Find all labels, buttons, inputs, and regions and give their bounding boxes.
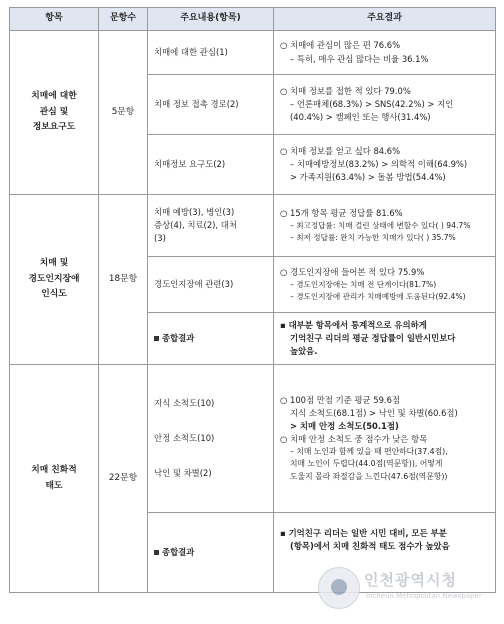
- content-cell: [148, 75, 274, 135]
- content-cell: [148, 31, 274, 75]
- category-line: 태도: [45, 480, 63, 491]
- result-line: – 최저 정답률: 완치 가능한 치매가 있다( ) 35.7%: [290, 233, 456, 242]
- content-cell: [148, 365, 274, 513]
- table-header-row: [10, 8, 496, 31]
- content-text: 치매 정보 접촉 경로(2): [154, 98, 239, 109]
- category-cell: [10, 365, 99, 593]
- summary-label: 종합결과: [162, 546, 195, 557]
- count-cell: 5문항: [99, 31, 148, 195]
- result-line: – 특히, 매우 관심 많다는 비율 36.1%: [290, 53, 429, 64]
- result-cell: [274, 135, 496, 195]
- result-cell: [274, 195, 496, 257]
- summary-line: 기억친구 리더의 평균 정답률이 일반시민보다: [290, 332, 456, 343]
- result-line: – 치매예방정보(83.2%) > 의학적 이해(64.9%): [290, 158, 468, 169]
- content-text: 안정 소척도(10): [154, 432, 215, 443]
- result-line: ○ 15개 항목 평균 정답률 81.6%: [280, 208, 403, 219]
- category-line: 관심 및: [39, 106, 69, 117]
- header-category: 항목: [10, 8, 99, 31]
- summary-cell: [274, 313, 496, 365]
- content-text: 치매정보 요구도(2): [154, 158, 226, 169]
- table-row: [10, 31, 496, 75]
- category-line: 치매에 대한: [31, 90, 77, 101]
- count-cell: 22문항: [99, 365, 148, 593]
- result-line: ○ 경도인지장애 들어본 적 있다 75.9%: [280, 267, 425, 278]
- header-result: 주요결과: [274, 8, 496, 31]
- result-line: 지식 소척도(68.1점) > 낙인 및 차별(60.6점): [290, 408, 458, 419]
- watermark-title: 인천광역시청: [364, 571, 457, 589]
- content-cell: [148, 257, 274, 313]
- summary-line: 높았음.: [290, 346, 318, 356]
- watermark-subtitle: Incheon Metropolitan Newspaper: [366, 592, 482, 600]
- content-text: 치매에 대한 관심(1): [154, 46, 228, 57]
- summary-label-cell: [148, 313, 274, 365]
- result-cell: [274, 365, 496, 513]
- content-text: 경도인지장애 관련(3): [154, 278, 234, 289]
- result-line: – 치매 노인과 함께 있을 때 편안하다(37.4점),: [290, 447, 448, 457]
- result-line: – 언론매체(68.3%) > SNS(42.2%) > 지인: [290, 98, 454, 109]
- category-line: 인식도: [41, 289, 67, 300]
- content-text: 지식 소척도(10): [154, 397, 215, 408]
- result-line: – 경도인지장애 관리가 치매예방에 도움된다(92.4%): [290, 292, 466, 301]
- category-cell: [10, 195, 99, 365]
- result-line: (40.4%) > 캠페인 또는 행사(31.4%): [290, 112, 431, 122]
- content-cell: [148, 195, 274, 257]
- summary-label-cell: [148, 513, 274, 593]
- result-line: > 치매 안정 소척도(50.1점): [290, 421, 399, 432]
- table-row: [10, 365, 496, 513]
- summary-line: ▪ 대부분 항목에서 통계적으로 유의하게: [280, 319, 427, 330]
- result-line: ○ 치매 정보를 얻고 싶다 84.6%: [280, 145, 401, 156]
- survey-results-table: [9, 7, 496, 593]
- result-line: – 최고정답률: 치매 걸린 상태에 변할수 있다( ) 94.7%: [290, 221, 471, 231]
- header-content: 주요내용(항목): [148, 8, 274, 31]
- result-line: – 경도인지장애는 치매 전 단계이다(81.7%): [290, 280, 437, 290]
- summary-label: 종합결과: [162, 332, 195, 343]
- newspaper-watermark: [318, 563, 500, 615]
- emblem-icon: [318, 567, 360, 609]
- content-text: 낙인 및 차별(2): [154, 468, 212, 478]
- content-text: 치매 예방(3), 병인(3): [154, 206, 235, 217]
- category-line: 치매 친화적: [31, 464, 77, 475]
- content-text: (3): [154, 233, 166, 243]
- result-cell: [274, 31, 496, 75]
- category-line: 치매 및: [39, 257, 69, 268]
- category-cell: [10, 31, 99, 195]
- result-line: ○ 치매 안정 소척도 중 점수가 낮은 항목: [280, 434, 428, 445]
- content-text: 증상(4), 치료(2), 대처: [154, 219, 237, 230]
- bullet-icon: [154, 336, 159, 341]
- table-row: [10, 195, 496, 257]
- category-line: 경도인지장애: [28, 273, 80, 284]
- summary-line: (항목)에서 치매 친화적 태도 점수가 높았음: [290, 541, 450, 552]
- result-line: 도울지 몰라 좌절감을 느낀다(47.6점(역문항)): [290, 471, 448, 481]
- summary-line: ▪ 기억친구 리더는 일반 시민 대비, 모든 부분: [280, 528, 447, 538]
- header-count: 문항수: [99, 8, 148, 31]
- result-cell: [274, 257, 496, 313]
- content-cell: [148, 135, 274, 195]
- result-line: > 가족지원(63.4%) > 돌봄 방법(54.4%): [290, 172, 446, 182]
- count-cell: 18문항: [99, 195, 148, 365]
- result-cell: [274, 75, 496, 135]
- result-line: 치매 노인이 두렵다(44.0점(역문항)), 어떻게: [290, 459, 443, 469]
- bullet-icon: [154, 550, 159, 555]
- category-line: 정보요구도: [32, 122, 76, 133]
- result-line: ○ 치매에 관심이 많은 편 76.6%: [280, 40, 401, 51]
- result-line: ○ 100점 만점 기준 평균 59.6점: [280, 395, 400, 406]
- result-line: ○ 치매 정보를 접한 적 있다 79.0%: [280, 85, 411, 96]
